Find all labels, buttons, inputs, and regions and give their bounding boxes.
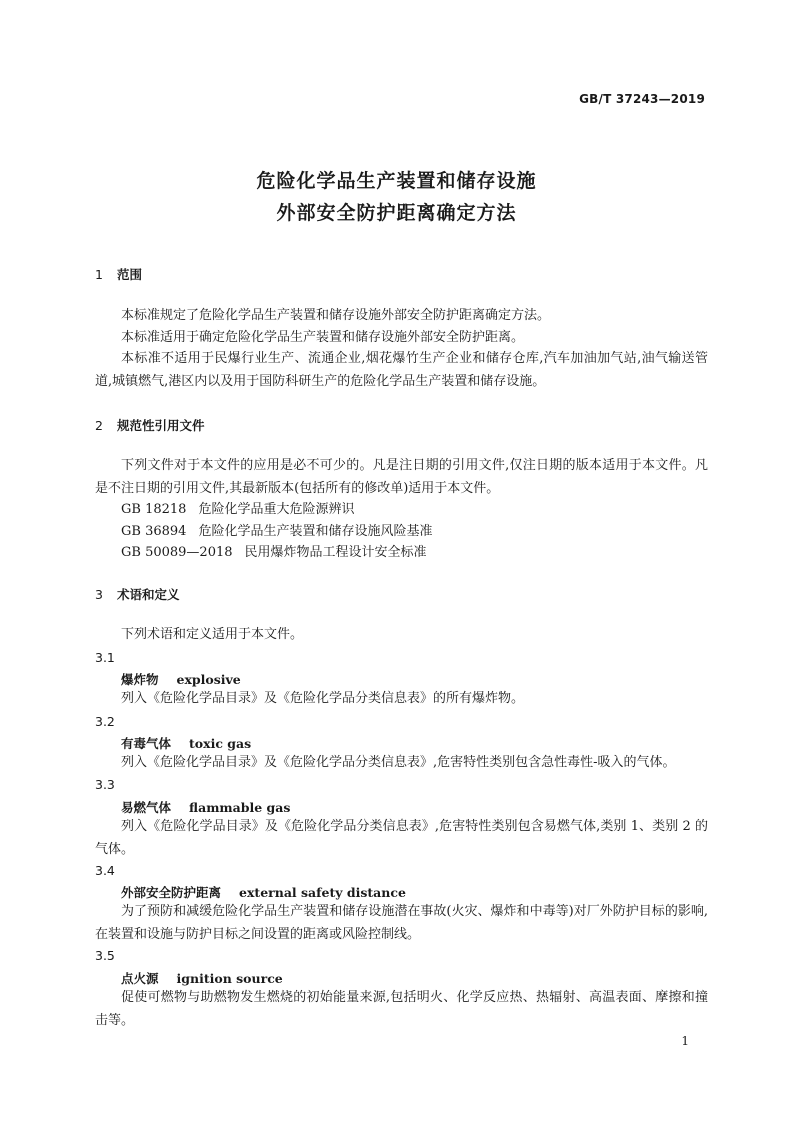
clause-number: 3.2 bbox=[95, 714, 115, 729]
term-definition: 列入《危险化学品目录》及《危险化学品分类信息表》,危害特性类别包含易燃气体,类别 1、类别 2 的气体。 bbox=[95, 819, 708, 857]
section-1-paragraph-3: 本标准不适用于民爆行业生产、流通企业,烟花爆竹生产企业和储存仓库,汽车加油加气站,油气输送管道,城镇燃气,港区内以及用于国防科研生产的危险化学品生产装置和储存设施。 bbox=[95, 351, 708, 389]
clause-number: 3.4 bbox=[95, 863, 115, 878]
section-number: 1 bbox=[95, 267, 103, 282]
term-heading bbox=[121, 798, 290, 816]
reference-item bbox=[121, 498, 354, 521]
document-title-line-1: 危险化学品生产装置和储存设施 bbox=[256, 170, 537, 192]
term-english: ignition source bbox=[176, 971, 283, 986]
reference-code: GB 50089—2018 bbox=[121, 545, 233, 560]
clause-number: 3.1 bbox=[95, 650, 115, 665]
term-english: explosive bbox=[176, 672, 241, 687]
reference-title: 危险化学品生产装置和储存设施风险基准 bbox=[198, 524, 433, 539]
reference-title: 危险化学品重大危险源辨识 bbox=[198, 502, 355, 517]
term-heading bbox=[121, 734, 251, 752]
reference-title: 民用爆炸物品工程设计安全标准 bbox=[244, 545, 427, 560]
section-title: 规范性引用文件 bbox=[117, 418, 205, 433]
section-1-paragraph-2: 本标准适用于确定危险化学品生产装置和储存设施外部安全防护距离。 bbox=[121, 330, 525, 345]
section-1-heading bbox=[95, 265, 142, 283]
term-definition: 为了预防和减缓危险化学品生产装置和储存设施潜在事故(火灾、爆炸和中毒等)对厂外防护目标的影响,在装置和设施与防护目标之间设置的距离或风险控制线。 bbox=[95, 904, 708, 942]
section-2-heading bbox=[95, 416, 205, 434]
term-heading bbox=[121, 883, 406, 901]
page-number: 1 bbox=[681, 1034, 689, 1048]
term-english: toxic gas bbox=[189, 736, 252, 751]
section-number: 3 bbox=[95, 587, 103, 602]
section-number: 2 bbox=[95, 418, 103, 433]
term-chinese: 点火源 bbox=[121, 971, 159, 986]
term-chinese: 爆炸物 bbox=[121, 672, 159, 687]
term-definition: 促使可燃物与助燃物发生燃烧的初始能量来源,包括明火、化学反应热、热辐射、高温表面、摩擦和撞击等。 bbox=[95, 990, 708, 1028]
term-english: external safety distance bbox=[239, 885, 406, 900]
reference-code: GB 36894 bbox=[121, 524, 187, 539]
term-definition: 列入《危险化学品目录》及《危险化学品分类信息表》,危害特性类别包含急性毒性-吸入的气体。 bbox=[121, 755, 676, 770]
section-2-intro: 下列文件对于本文件的应用是必不可少的。凡是注日期的引用文件,仅注日期的版本适用于本文件。凡是不注日期的引用文件,其最新版本(包括所有的修改单)适用于本文件。 bbox=[95, 458, 708, 496]
term-chinese: 有毒气体 bbox=[121, 736, 172, 751]
term-definition: 列入《危险化学品目录》及《危险化学品分类信息表》的所有爆炸物。 bbox=[121, 691, 525, 706]
term-heading bbox=[121, 969, 283, 987]
reference-item bbox=[121, 520, 432, 543]
section-3-heading bbox=[95, 585, 180, 603]
section-1-paragraph-1: 本标准规定了危险化学品生产装置和储存设施外部安全防护距离确定方法。 bbox=[121, 308, 551, 323]
section-3-intro: 下列术语和定义适用于本文件。 bbox=[121, 627, 304, 642]
term-chinese: 易燃气体 bbox=[121, 800, 172, 815]
clause-number: 3.3 bbox=[95, 777, 115, 792]
term-english: flammable gas bbox=[189, 800, 291, 815]
reference-code: GB 18218 bbox=[121, 502, 187, 517]
document-title-line-2: 外部安全防护距离确定方法 bbox=[276, 202, 517, 224]
term-heading bbox=[121, 670, 241, 688]
standard-code: GB/T 37243—2019 bbox=[579, 92, 705, 106]
reference-item bbox=[121, 541, 427, 564]
clause-number: 3.5 bbox=[95, 948, 115, 963]
section-title: 范围 bbox=[117, 267, 143, 282]
section-title: 术语和定义 bbox=[117, 587, 180, 602]
term-chinese: 外部安全防护距离 bbox=[121, 885, 222, 900]
